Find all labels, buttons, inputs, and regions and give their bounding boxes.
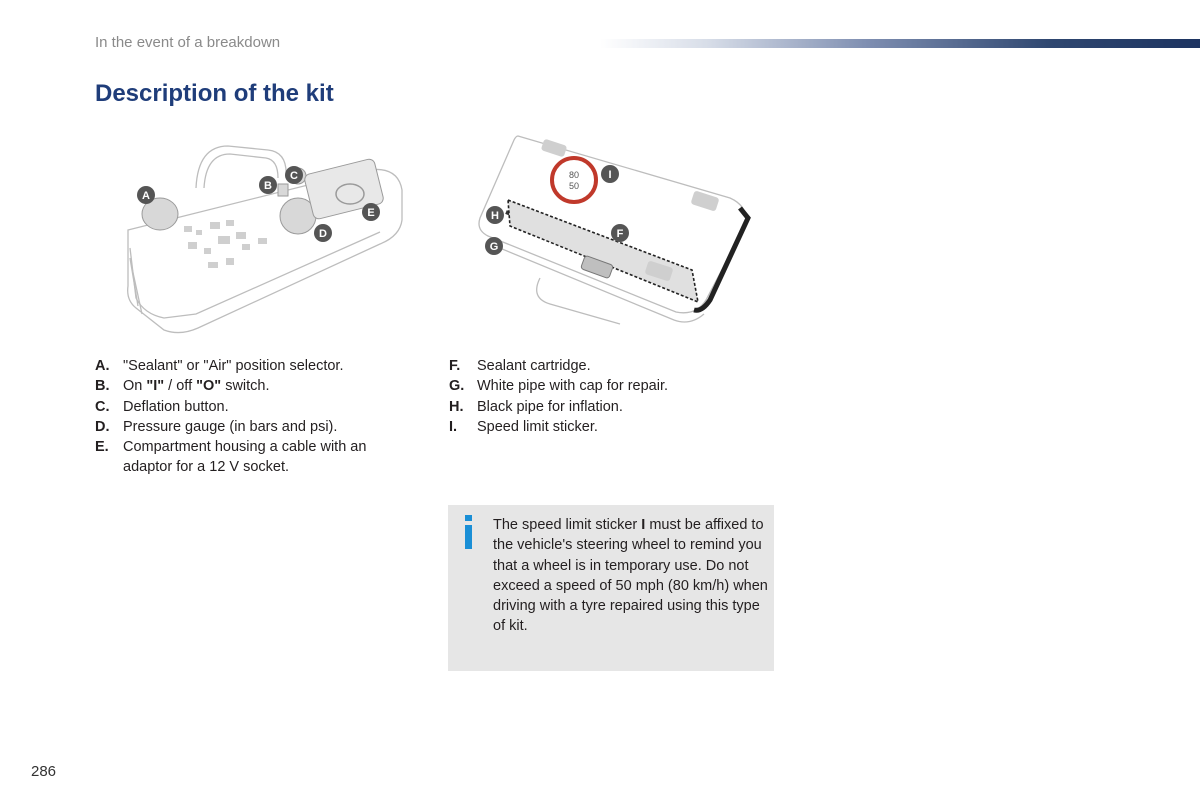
part-description: Compartment housing a cable with an adaptor for a 12 V socket.: [123, 439, 367, 476]
callout-i-label: I: [608, 169, 612, 181]
part-letter: E.: [95, 439, 109, 456]
part-letter: H.: [449, 398, 464, 415]
part-description: Black pipe for inflation.: [477, 398, 623, 415]
callout-c-label: C: [290, 170, 298, 182]
part-letter: F.: [449, 358, 461, 374]
info-note-text: The speed limit sticker I must be affixed to the vehicle's steering wheel to remind you that a wheel is in temporary use. Do not exceed a speed of 50 mph (80 km/h) when driving with a tyre repaired using this type of kit.: [493, 517, 768, 635]
part-description: Speed limit sticker.: [477, 418, 598, 435]
kit-front-illustration: [118, 138, 408, 338]
part-item-c: [95, 397, 405, 417]
part-letter: G.: [449, 378, 465, 395]
callout-h-label: H: [491, 210, 499, 222]
part-letter: B.: [95, 378, 110, 395]
parts-list-right: [449, 356, 769, 437]
svg-text:50: 50: [568, 181, 580, 191]
part-item-a: [95, 356, 405, 376]
part-item-h: [449, 397, 769, 417]
callout-f-label: F: [616, 228, 624, 240]
kit-underside-illustration: [470, 128, 760, 328]
part-description: Pressure gauge (in bars and psi).: [123, 418, 338, 435]
svg-text:80: 80: [568, 170, 580, 180]
page-number: 286: [31, 763, 57, 780]
parts-list-left: [95, 356, 405, 478]
header-accent-bar: [600, 39, 1200, 48]
part-description: Deflation button.: [123, 398, 229, 415]
part-item-e: [95, 437, 405, 478]
info-note-box: [448, 505, 774, 671]
part-letter: D.: [95, 418, 110, 435]
part-item-i: [449, 417, 769, 437]
callout-a-label: A: [142, 190, 150, 202]
part-description: White pipe with cap for repair.: [477, 378, 669, 395]
part-description: Sealant cartridge.: [477, 358, 591, 374]
callout-g-label: G: [489, 241, 499, 253]
part-letter: I.: [449, 418, 458, 435]
part-item-b: [95, 376, 405, 396]
callout-b-label: B: [264, 180, 272, 192]
callout-e-label: E: [367, 207, 375, 219]
info-icon: [462, 513, 476, 551]
callout-d-label: D: [319, 228, 327, 240]
part-description: On "I" / off "O" switch.: [123, 378, 270, 395]
part-description: "Sealant" or "Air" position selector.: [123, 358, 344, 374]
part-letter: A.: [95, 358, 110, 374]
speed-limit-sticker: [552, 158, 596, 202]
part-letter: C.: [95, 398, 110, 415]
page-title: Description of the kit: [95, 80, 334, 107]
part-item-f: [449, 356, 769, 376]
section-title: In the event of a breakdown: [95, 34, 281, 51]
part-item-g: [449, 376, 769, 396]
part-item-d: [95, 417, 405, 437]
